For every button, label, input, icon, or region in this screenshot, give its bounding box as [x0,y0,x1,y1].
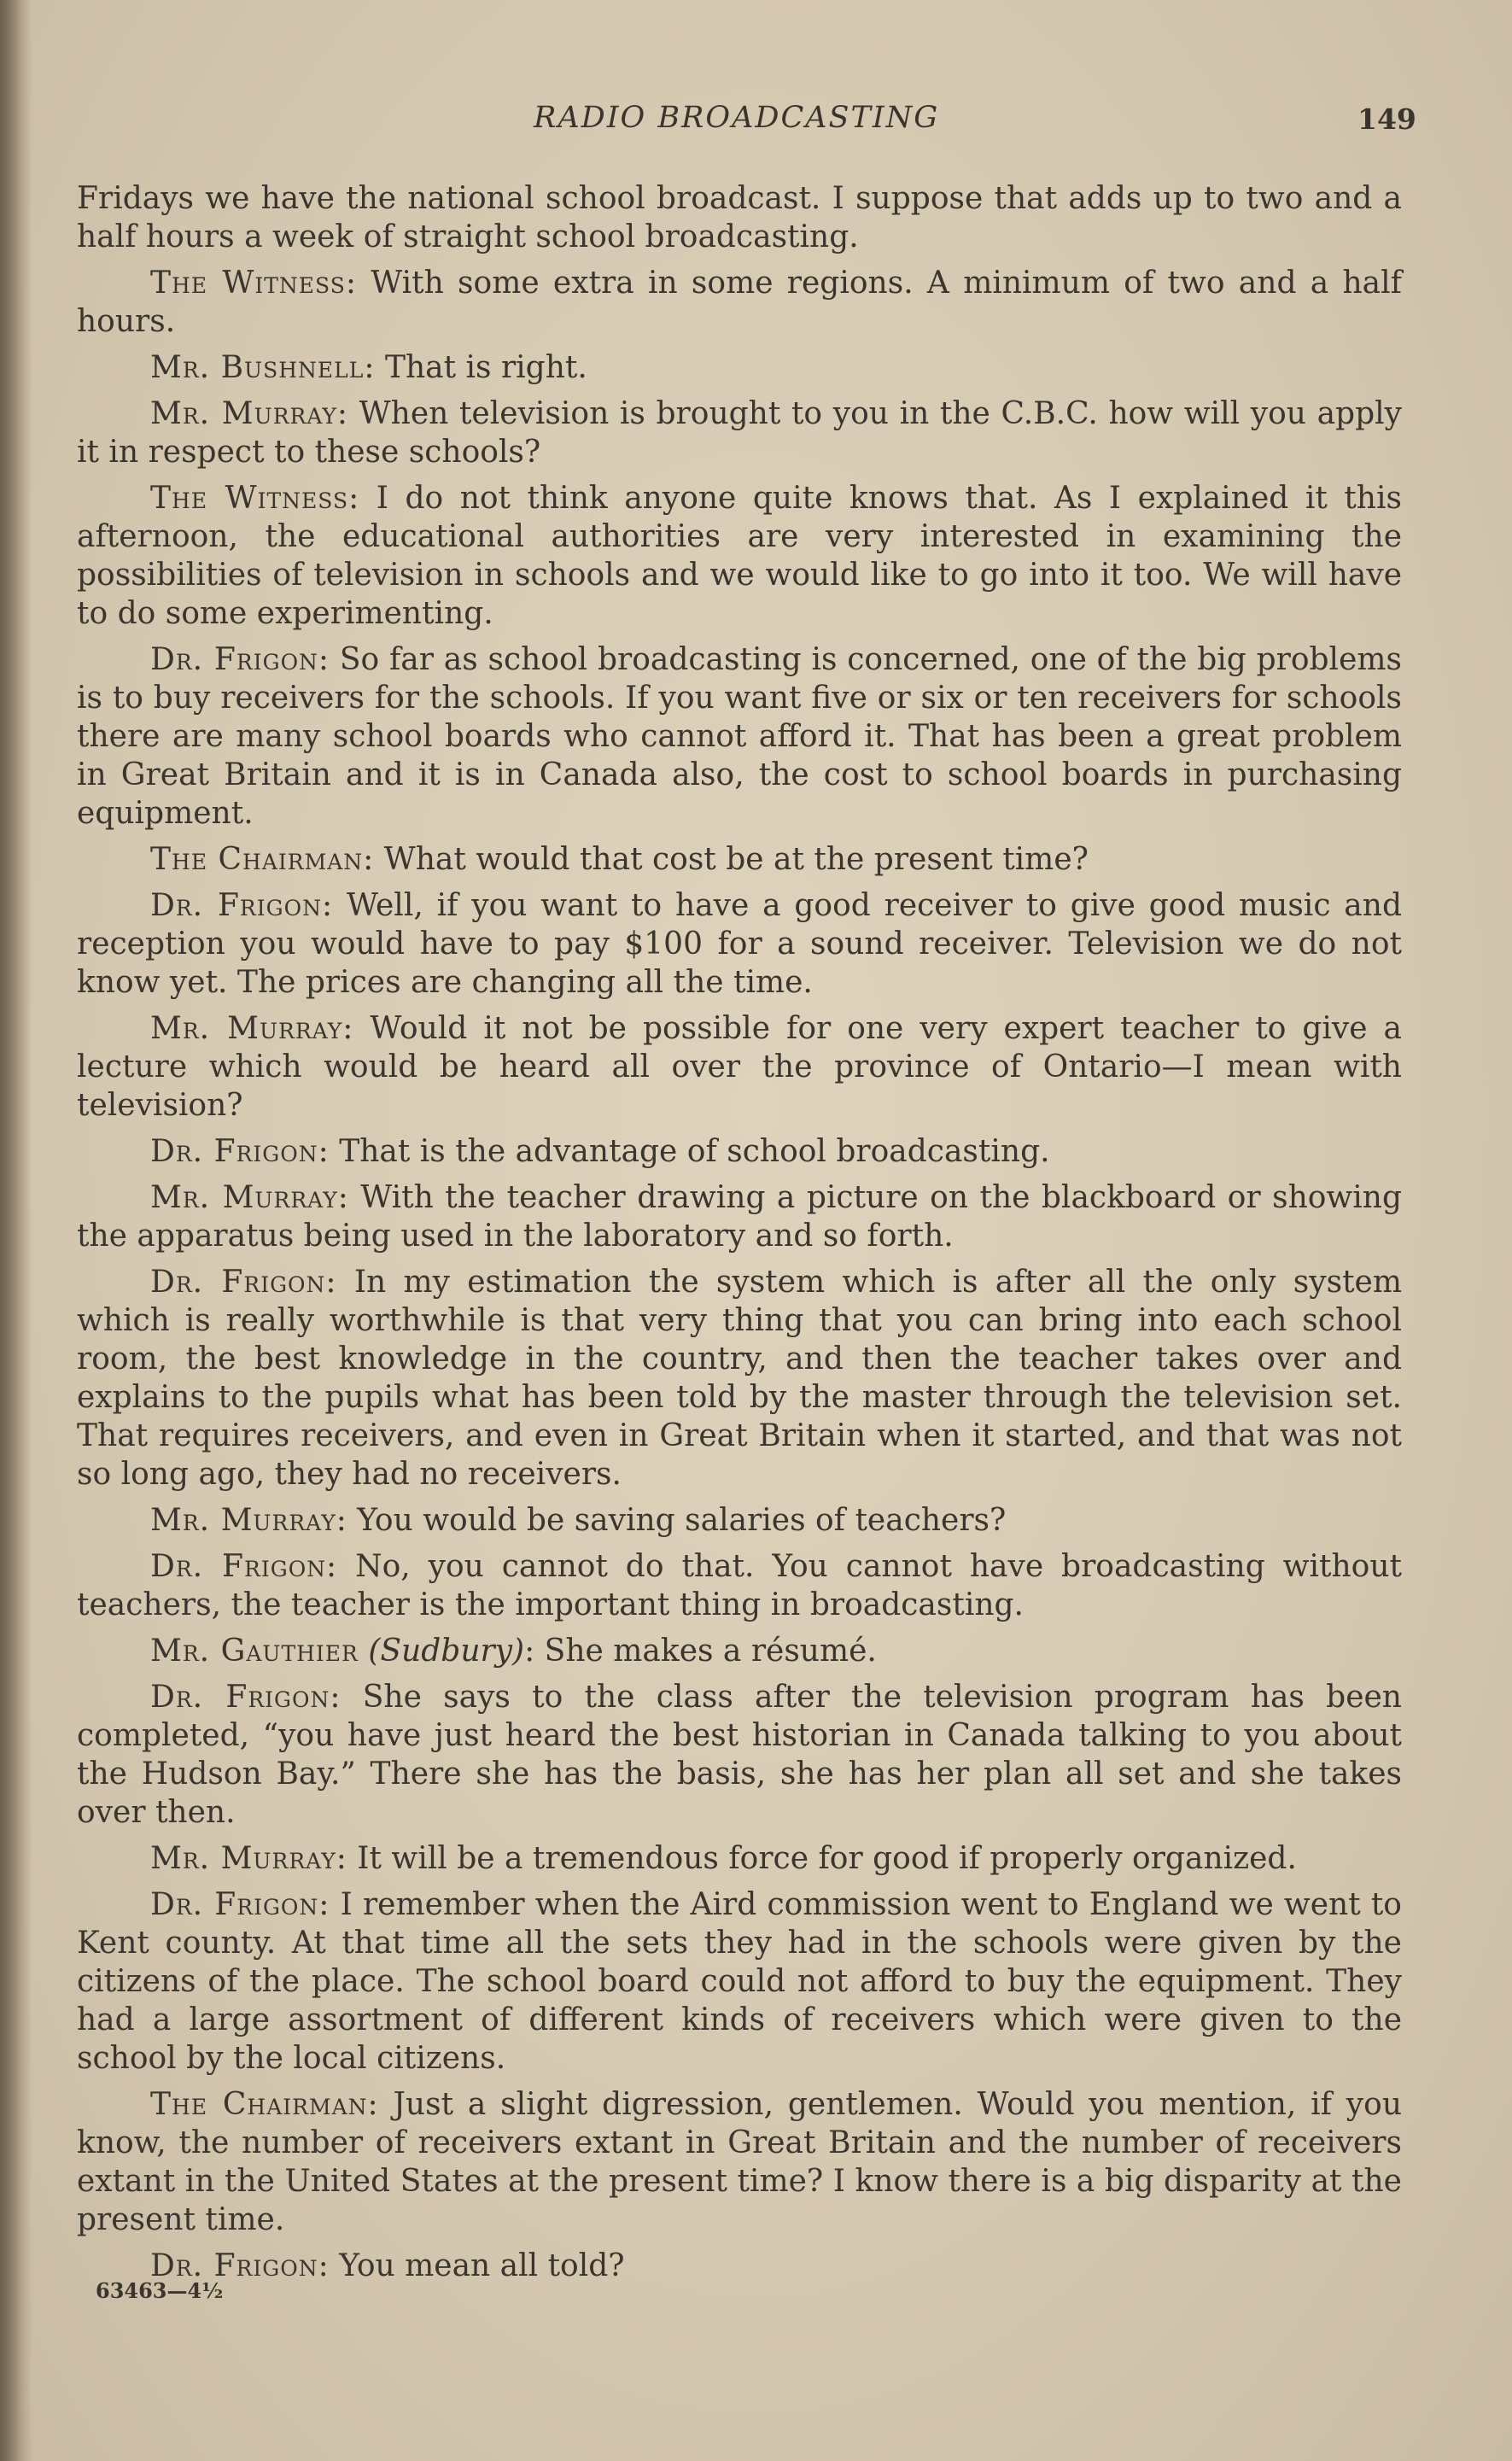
paragraph-6 [77,640,1402,833]
paragraph-text: I remember when the Aird commission went to England we went to Kent county. At that time all the sets they had in the schools were given by the citizens of the place. The school board could not afford to buy the equipment. They had a large assortment of different kinds of receivers which were given to the school by the local citizens. [77,1887,1402,2076]
paragraph-17 [77,1839,1402,1878]
speaker-name: Dr. Frigon: [150,1265,337,1300]
speaker-name: Dr. Frigon: [150,1134,330,1169]
speaker-name: Mr. Gauthier [150,1634,359,1669]
paragraph-5 [77,479,1402,633]
paragraph-12 [77,1263,1402,1494]
speaker-name: Mr. Murray: [150,1503,347,1538]
paragraph-10 [77,1132,1402,1171]
printer-signature-mark: 63463—4½ [96,2278,224,2303]
speaker-name: Dr. Frigon: [150,1549,338,1584]
paragraph-3 [77,348,1402,387]
page-header [0,101,1512,143]
speaker-name: The Witness: [150,266,357,301]
paragraph-text: : She makes a résumé. [524,1634,877,1669]
paragraph-text: What would that cost be at the present time? [383,842,1089,877]
paragraph-text: That is right. [384,350,587,385]
book-binding-shadow [0,0,32,2461]
paragraph-20 [77,2247,1402,2285]
paragraph-text: No, you cannot do that. You cannot have broadcasting without teachers, the teacher is the important thing in broadcasting. [77,1549,1402,1622]
page-number: 149 [1357,102,1416,136]
paragraph-4 [77,395,1402,471]
speaker-name: The Chairman: [150,842,375,877]
paragraph-text: In my estimation the system which is after all the only system which is really worthwhile is that very thing that you can bring into each school room, the best knowledge in the country, and then the teacher takes over and explains to the pupils what has been told by the master through the television set. That requires receivers, and even in Great Britain when it started, and that was not so long ago, they had no receivers. [77,1265,1402,1492]
paragraph-11 [77,1178,1402,1255]
speaker-name: Dr. Frigon: [150,2248,330,2283]
paragraph-7 [77,840,1402,879]
speaker-name: Mr. Murray: [150,1180,349,1215]
speaker-affiliation: (Sudbury) [368,1634,525,1669]
paragraph-19 [77,2085,1402,2239]
paragraph-16 [77,1678,1402,1832]
paragraph-text: When television is brought to you in the C.B.C. how will you apply it in respect to these schools? [77,396,1402,470]
speaker-name: The Witness: [150,481,360,516]
paragraph-13 [77,1501,1402,1540]
paragraph-15 [77,1632,1402,1670]
speaker-name: Mr. Murray: [150,396,349,431]
paragraph-text: You mean all told? [339,2248,625,2283]
paragraph-text: With the teacher drawing a picture on the blackboard or showing the apparatus being used in the laboratory and so forth. [77,1180,1402,1254]
paragraph-text: It will be a tremendous force for good if properly organized. [357,1841,1297,1876]
paragraph-text: Would it not be possible for one very expert teacher to give a lecture which would be heard all over the province of Ontario—I mean with television? [77,1011,1403,1123]
paragraph-text: Fridays we have the national school broadcast. I suppose that adds up to two and a half hours a week of straight school broadcasting. [77,181,1402,254]
paragraph-text: That is the advantage of school broadcasting. [339,1134,1050,1169]
paragraph-1 [77,179,1402,256]
paragraph-2 [77,264,1402,341]
paragraph-14 [77,1547,1402,1624]
paragraph-text: She says to the class after the television program has been completed, “you have just heard the best historian in Canada talking to you about the Hudson Bay.” There she has the basis, she has her plan all set and she takes over then. [77,1680,1402,1830]
transcript-body [77,179,1402,2293]
paragraph-text: You would be saving salaries of teachers? [357,1503,1007,1538]
speaker-name: Dr. Frigon: [150,642,330,677]
speaker-name: Mr. Murray: [150,1011,354,1046]
paragraph-text: With some extra in some regions. A minimum of two and a half hours. [77,266,1402,339]
speaker-name: Dr. Frigon: [150,1680,342,1715]
paragraph-text: So far as school broadcasting is concerned, one of the big problems is to buy receivers for the schools. If you want five or six or ten receivers for schools there are many school boards who cannot afford it. That has been a great problem in Great Britain and it is in Canada also, the cost to school boards in purchasing equipment. [77,642,1402,831]
speaker-name: The Chairman: [150,2087,379,2122]
paragraph-text: Well, if you want to have a good receiver to give good music and reception you would have to pay $100 for a sound receiver. Television we do not know yet. The prices are changing all the time. [77,888,1402,1000]
running-head: RADIO BROADCASTING [534,101,940,135]
paragraph-9 [77,1009,1402,1125]
speaker-name: Mr. Murray: [150,1841,347,1876]
paragraph-8 [77,886,1402,1002]
paragraph-text: Just a slight digression, gentlemen. Would you mention, if you know, the number of receivers extant in Great Britain and the number of receivers extant in the United States at the present time? I know there is a big disparity at the present time. [77,2087,1403,2237]
speaker-name: Mr. Bushnell: [150,350,376,385]
paragraph-text: I do not think anyone quite knows that. As I explained it this afternoon, the educational authorities are very interested in examining the possibilities of television in schools and we would like to go into it too. We will have to do some experimenting. [77,481,1402,631]
speaker-name: Dr. Frigon: [150,888,334,923]
paragraph-18 [77,1885,1402,2078]
speaker-name: Dr. Frigon: [150,1887,330,1922]
